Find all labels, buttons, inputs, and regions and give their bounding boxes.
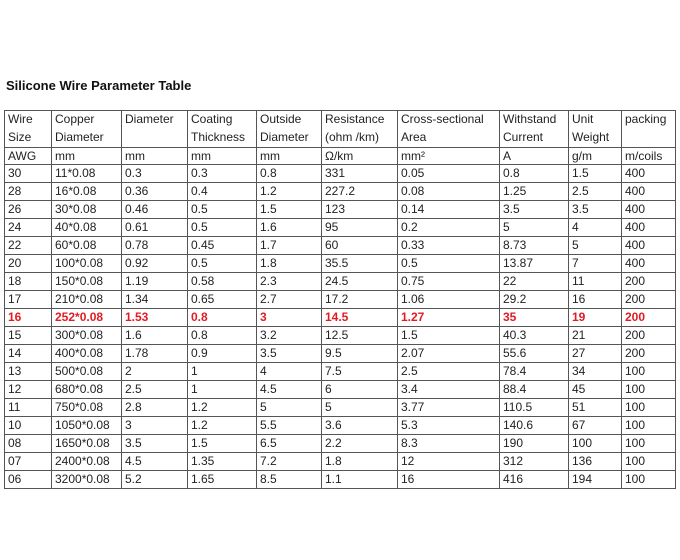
withstand-current-cell: 416	[500, 471, 569, 489]
outside-diameter-cell: 3.5	[257, 345, 322, 363]
cross-sectional-area-cell: 0.5	[398, 255, 500, 273]
resistance-cell: 17.2	[322, 291, 398, 309]
outside-diameter-cell: 1.6	[257, 219, 322, 237]
resistance-cell: 1.1	[322, 471, 398, 489]
copper-diameter-cell: 1650*0.08	[52, 435, 122, 453]
header-row	[5, 129, 676, 148]
coating-thickness-cell: 1	[188, 363, 257, 381]
cross-sectional-area-cell: Cross-sectional	[398, 111, 500, 130]
packing-cell: 400	[622, 165, 676, 183]
diameter-cell: 2	[122, 363, 188, 381]
withstand-current-cell: 0.8	[500, 165, 569, 183]
unit-weight-cell: 11	[569, 273, 622, 291]
diameter-cell: mm	[122, 148, 188, 165]
coating-thickness-cell: 0.58	[188, 273, 257, 291]
outside-diameter-cell: Outside	[257, 111, 322, 130]
coating-thickness-cell: 1.65	[188, 471, 257, 489]
copper-diameter-cell: mm	[52, 148, 122, 165]
resistance-cell: 7.5	[322, 363, 398, 381]
table-row	[5, 237, 676, 255]
packing-cell: 100	[622, 381, 676, 399]
diameter-cell: 5.2	[122, 471, 188, 489]
diameter-cell: 0.61	[122, 219, 188, 237]
coating-thickness-cell: 0.45	[188, 237, 257, 255]
table-row	[5, 417, 676, 435]
diameter-cell: 1.19	[122, 273, 188, 291]
withstand-current-cell: 190	[500, 435, 569, 453]
outside-diameter-cell: 0.8	[257, 165, 322, 183]
resistance-cell: 35.5	[322, 255, 398, 273]
withstand-current-cell: 13.87	[500, 255, 569, 273]
packing-cell: m/coils	[622, 148, 676, 165]
coating-thickness-cell: 0.9	[188, 345, 257, 363]
coating-thickness-cell: 0.5	[188, 201, 257, 219]
cross-sectional-area-cell: mm²	[398, 148, 500, 165]
diameter-cell: 1.78	[122, 345, 188, 363]
outside-diameter-cell: mm	[257, 148, 322, 165]
coating-thickness-cell: mm	[188, 148, 257, 165]
packing-cell: 200	[622, 273, 676, 291]
packing-cell: 100	[622, 453, 676, 471]
resistance-cell: 123	[322, 201, 398, 219]
coating-thickness-cell: 0.5	[188, 219, 257, 237]
cross-sectional-area-cell: 1.27	[398, 309, 500, 327]
outside-diameter-cell: 1.2	[257, 183, 322, 201]
withstand-current-cell: 8.73	[500, 237, 569, 255]
coating-thickness-cell: 1.35	[188, 453, 257, 471]
wire-size-cell: 14	[5, 345, 52, 363]
withstand-current-cell: 88.4	[500, 381, 569, 399]
withstand-current-cell: 1.25	[500, 183, 569, 201]
unit-weight-cell: 67	[569, 417, 622, 435]
cross-sectional-area-cell: 1.5	[398, 327, 500, 345]
packing-cell: 400	[622, 255, 676, 273]
cross-sectional-area-cell: Area	[398, 129, 500, 148]
cross-sectional-area-cell: 0.33	[398, 237, 500, 255]
resistance-cell: 95	[322, 219, 398, 237]
wire-size-cell: 10	[5, 417, 52, 435]
packing-cell: 400	[622, 201, 676, 219]
diameter-cell: 1.53	[122, 309, 188, 327]
table-row	[5, 255, 676, 273]
wire-size-cell: AWG	[5, 148, 52, 165]
header-row	[5, 111, 676, 130]
cross-sectional-area-cell: 1.06	[398, 291, 500, 309]
unit-weight-cell: 194	[569, 471, 622, 489]
diameter-cell: 4.5	[122, 453, 188, 471]
coating-thickness-cell: Coating	[188, 111, 257, 130]
unit-weight-cell: 136	[569, 453, 622, 471]
unit-weight-cell: 16	[569, 291, 622, 309]
diameter-cell: 2.8	[122, 399, 188, 417]
table-row	[5, 453, 676, 471]
wire-size-cell: 06	[5, 471, 52, 489]
wire-size-cell: 12	[5, 381, 52, 399]
copper-diameter-cell: 16*0.08	[52, 183, 122, 201]
table-row	[5, 363, 676, 381]
outside-diameter-cell: 3	[257, 309, 322, 327]
resistance-cell: 2.2	[322, 435, 398, 453]
packing-cell: 100	[622, 471, 676, 489]
copper-diameter-cell: 252*0.08	[52, 309, 122, 327]
withstand-current-cell: 22	[500, 273, 569, 291]
table-title: Silicone Wire Parameter Table	[6, 78, 192, 93]
coating-thickness-cell: Thickness	[188, 129, 257, 148]
cross-sectional-area-cell: 12	[398, 453, 500, 471]
cross-sectional-area-cell: 0.14	[398, 201, 500, 219]
withstand-current-cell: 55.6	[500, 345, 569, 363]
packing-cell: 100	[622, 399, 676, 417]
cross-sectional-area-cell: 3.77	[398, 399, 500, 417]
copper-diameter-cell: Copper	[52, 111, 122, 130]
copper-diameter-cell: 1050*0.08	[52, 417, 122, 435]
unit-weight-cell: 2.5	[569, 183, 622, 201]
diameter-cell: 3.5	[122, 435, 188, 453]
wire-size-cell: 08	[5, 435, 52, 453]
coating-thickness-cell: 0.5	[188, 255, 257, 273]
wire-size-cell: Size	[5, 129, 52, 148]
wire-size-cell: 30	[5, 165, 52, 183]
withstand-current-cell: Withstand	[500, 111, 569, 130]
unit-weight-cell: 1.5	[569, 165, 622, 183]
packing-cell: 400	[622, 219, 676, 237]
packing-cell: 400	[622, 183, 676, 201]
withstand-current-cell: 29.2	[500, 291, 569, 309]
table-row	[5, 201, 676, 219]
unit-weight-cell: Unit	[569, 111, 622, 130]
coating-thickness-cell: 1.2	[188, 417, 257, 435]
resistance-cell: 227.2	[322, 183, 398, 201]
unit-weight-cell: 45	[569, 381, 622, 399]
wire-size-cell: 26	[5, 201, 52, 219]
outside-diameter-cell: 8.5	[257, 471, 322, 489]
wire-size-cell: 18	[5, 273, 52, 291]
coating-thickness-cell: 0.8	[188, 327, 257, 345]
resistance-cell: 14.5	[322, 309, 398, 327]
outside-diameter-cell: 5	[257, 399, 322, 417]
cross-sectional-area-cell: 8.3	[398, 435, 500, 453]
copper-diameter-cell: 300*0.08	[52, 327, 122, 345]
packing-cell: 400	[622, 237, 676, 255]
unit-weight-cell: 27	[569, 345, 622, 363]
cross-sectional-area-cell: 0.05	[398, 165, 500, 183]
diameter-cell: Diameter	[122, 111, 188, 130]
table-row	[5, 219, 676, 237]
unit-weight-cell: 3.5	[569, 201, 622, 219]
packing-cell: 200	[622, 309, 676, 327]
resistance-cell: 9.5	[322, 345, 398, 363]
withstand-current-cell: Current	[500, 129, 569, 148]
unit-weight-cell: 21	[569, 327, 622, 345]
withstand-current-cell: 110.5	[500, 399, 569, 417]
wire-size-cell: Wire	[5, 111, 52, 130]
outside-diameter-cell: 5.5	[257, 417, 322, 435]
packing-cell: 200	[622, 345, 676, 363]
coating-thickness-cell: 0.8	[188, 309, 257, 327]
resistance-cell: Ω/km	[322, 148, 398, 165]
copper-diameter-cell: 3200*0.08	[52, 471, 122, 489]
packing-cell: 100	[622, 363, 676, 381]
resistance-cell: 24.5	[322, 273, 398, 291]
table-row	[5, 183, 676, 201]
cross-sectional-area-cell: 3.4	[398, 381, 500, 399]
unit-weight-cell: 4	[569, 219, 622, 237]
table-row-highlighted	[5, 309, 676, 327]
resistance-cell: 1.8	[322, 453, 398, 471]
wire-size-cell: 20	[5, 255, 52, 273]
copper-diameter-cell: 680*0.08	[52, 381, 122, 399]
outside-diameter-cell: 3.2	[257, 327, 322, 345]
cross-sectional-area-cell: 16	[398, 471, 500, 489]
wire-size-cell: 17	[5, 291, 52, 309]
coating-thickness-cell: 1.5	[188, 435, 257, 453]
wire-size-cell: 13	[5, 363, 52, 381]
units-row	[5, 148, 676, 165]
coating-thickness-cell: 1	[188, 381, 257, 399]
coating-thickness-cell: 0.3	[188, 165, 257, 183]
withstand-current-cell: 312	[500, 453, 569, 471]
diameter-cell	[122, 129, 188, 148]
wire-parameter-table	[4, 110, 676, 489]
withstand-current-cell: 5	[500, 219, 569, 237]
packing-cell	[622, 129, 676, 148]
copper-diameter-cell: 750*0.08	[52, 399, 122, 417]
table-row	[5, 399, 676, 417]
copper-diameter-cell: 210*0.08	[52, 291, 122, 309]
unit-weight-cell: g/m	[569, 148, 622, 165]
outside-diameter-cell: 1.8	[257, 255, 322, 273]
withstand-current-cell: 78.4	[500, 363, 569, 381]
outside-diameter-cell: Diameter	[257, 129, 322, 148]
unit-weight-cell: 5	[569, 237, 622, 255]
cross-sectional-area-cell: 0.08	[398, 183, 500, 201]
diameter-cell: 0.92	[122, 255, 188, 273]
resistance-cell: Resistance	[322, 111, 398, 130]
wire-size-cell: 16	[5, 309, 52, 327]
table-row	[5, 273, 676, 291]
unit-weight-cell: 7	[569, 255, 622, 273]
wire-size-cell: 24	[5, 219, 52, 237]
withstand-current-cell: A	[500, 148, 569, 165]
resistance-cell: 331	[322, 165, 398, 183]
cross-sectional-area-cell: 2.5	[398, 363, 500, 381]
copper-diameter-cell: 150*0.08	[52, 273, 122, 291]
diameter-cell: 0.46	[122, 201, 188, 219]
copper-diameter-cell: 40*0.08	[52, 219, 122, 237]
coating-thickness-cell: 0.4	[188, 183, 257, 201]
packing-cell: 200	[622, 327, 676, 345]
outside-diameter-cell: 4	[257, 363, 322, 381]
wire-size-cell: 22	[5, 237, 52, 255]
resistance-cell: 5	[322, 399, 398, 417]
unit-weight-cell: 19	[569, 309, 622, 327]
coating-thickness-cell: 1.2	[188, 399, 257, 417]
table-row	[5, 471, 676, 489]
table-row	[5, 381, 676, 399]
coating-thickness-cell: 0.65	[188, 291, 257, 309]
copper-diameter-cell: 60*0.08	[52, 237, 122, 255]
diameter-cell: 2.5	[122, 381, 188, 399]
table-row	[5, 165, 676, 183]
resistance-cell: (ohm /km)	[322, 129, 398, 148]
resistance-cell: 12.5	[322, 327, 398, 345]
unit-weight-cell: Weight	[569, 129, 622, 148]
resistance-cell: 3.6	[322, 417, 398, 435]
packing-cell: 200	[622, 291, 676, 309]
copper-diameter-cell: 400*0.08	[52, 345, 122, 363]
copper-diameter-cell: 100*0.08	[52, 255, 122, 273]
withstand-current-cell: 35	[500, 309, 569, 327]
diameter-cell: 1.34	[122, 291, 188, 309]
cross-sectional-area-cell: 2.07	[398, 345, 500, 363]
table-row	[5, 327, 676, 345]
diameter-cell: 0.78	[122, 237, 188, 255]
wire-size-cell: 07	[5, 453, 52, 471]
table-row	[5, 345, 676, 363]
unit-weight-cell: 51	[569, 399, 622, 417]
packing-cell: 100	[622, 435, 676, 453]
packing-cell: packing	[622, 111, 676, 130]
table-row	[5, 291, 676, 309]
diameter-cell: 0.3	[122, 165, 188, 183]
withstand-current-cell: 3.5	[500, 201, 569, 219]
copper-diameter-cell: Diameter	[52, 129, 122, 148]
outside-diameter-cell: 6.5	[257, 435, 322, 453]
unit-weight-cell: 100	[569, 435, 622, 453]
outside-diameter-cell: 2.7	[257, 291, 322, 309]
outside-diameter-cell: 4.5	[257, 381, 322, 399]
copper-diameter-cell: 11*0.08	[52, 165, 122, 183]
diameter-cell: 0.36	[122, 183, 188, 201]
copper-diameter-cell: 30*0.08	[52, 201, 122, 219]
copper-diameter-cell: 2400*0.08	[52, 453, 122, 471]
outside-diameter-cell: 1.5	[257, 201, 322, 219]
wire-size-cell: 15	[5, 327, 52, 345]
wire-size-cell: 28	[5, 183, 52, 201]
cross-sectional-area-cell: 5.3	[398, 417, 500, 435]
withstand-current-cell: 140.6	[500, 417, 569, 435]
resistance-cell: 60	[322, 237, 398, 255]
copper-diameter-cell: 500*0.08	[52, 363, 122, 381]
diameter-cell: 3	[122, 417, 188, 435]
cross-sectional-area-cell: 0.2	[398, 219, 500, 237]
unit-weight-cell: 34	[569, 363, 622, 381]
packing-cell: 100	[622, 417, 676, 435]
wire-size-cell: 11	[5, 399, 52, 417]
outside-diameter-cell: 1.7	[257, 237, 322, 255]
withstand-current-cell: 40.3	[500, 327, 569, 345]
cross-sectional-area-cell: 0.75	[398, 273, 500, 291]
table-row	[5, 435, 676, 453]
outside-diameter-cell: 2.3	[257, 273, 322, 291]
outside-diameter-cell: 7.2	[257, 453, 322, 471]
diameter-cell: 1.6	[122, 327, 188, 345]
resistance-cell: 6	[322, 381, 398, 399]
